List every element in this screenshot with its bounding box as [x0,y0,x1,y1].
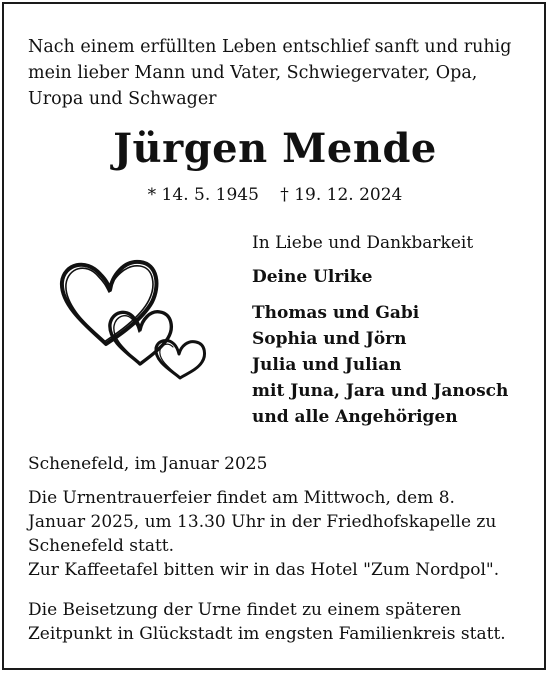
death-date: † 19. 12. 2024 [280,185,403,205]
mourners-block [252,230,542,430]
mourner-line: Thomas und Gabi [252,303,420,323]
intro-line: Nach einem erfüllten Leben entschlief sanft und ruhig [28,37,512,57]
three-hearts-icon [54,252,220,382]
ceremony-notice [28,486,528,582]
life-dates [0,185,550,205]
mourner-line: Julia und Julian [252,355,402,375]
ceremony-line: Schenefeld statt. [28,536,175,556]
burial-line: Die Beisetzung der Urne findet zu einem späteren [28,600,462,620]
mourners-greeting: In Liebe und Dankbarkeit [252,233,474,253]
ceremony-line: Die Urnentrauerfeier findet am Mittwoch, dem 8. [28,488,455,508]
mourner-line: Sophia und Jörn [252,329,407,349]
mourner-line: mit Juna, Jara und Janosch [252,381,509,401]
intro-line: Uropa und Schwager [28,89,217,109]
mourner-line: und alle Angehörigen [252,407,458,427]
deceased-name: Jürgen Mende [113,125,437,172]
ceremony-line: Zur Kaffeetafel bitten wir in das Hotel "Zum Nordpol". [28,560,500,580]
birth-date: * 14. 5. 1945 [147,185,259,205]
ceremony-line: Januar 2025, um 13.30 Uhr in der Friedhofskapelle zu [28,512,497,532]
place-date: Schenefeld, im Januar 2025 [28,454,268,474]
mourner-family-list [252,300,542,430]
burial-line: Zeitpunkt in Glückstadt im engsten Familienkreis statt. [28,624,506,644]
mourner-wife: Deine Ulrike [252,267,373,287]
intro-text [28,34,528,112]
intro-line: mein lieber Mann und Vater, Schwiegervater, Opa, [28,63,478,83]
burial-notice [28,598,528,646]
